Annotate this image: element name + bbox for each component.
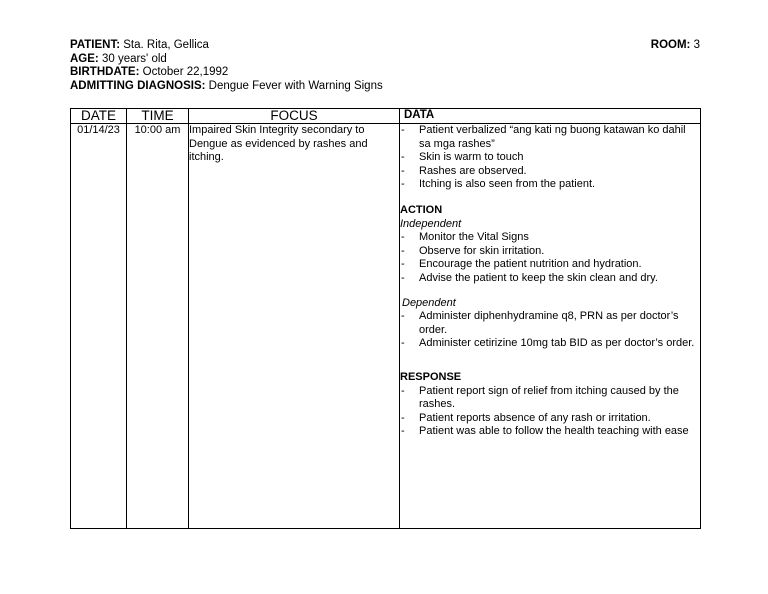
list-item: - Advise the patient to keep the skin clean and dry.: [400, 272, 700, 286]
response-list: [400, 385, 700, 439]
list-item: - Itching is also seen from the patient.: [400, 178, 700, 192]
birthdate-value: October 22,1992: [142, 66, 229, 78]
action-heading: ACTION: [400, 203, 443, 216]
list-item: - Administer diphenhydramine q8, PRN as per doctor’s order.: [400, 310, 700, 337]
birthdate-label: BIRTHDATE:: [70, 66, 140, 78]
date-cell: 01/14/23: [71, 124, 127, 529]
list-item: - Monitor the Vital Signs: [400, 231, 700, 245]
birthdate-line: [70, 66, 700, 80]
patient-line: [70, 39, 700, 53]
room-line: [651, 39, 700, 53]
independent-subheading: Independent: [400, 217, 462, 230]
fdar-table: [70, 108, 701, 529]
table-header-row: [71, 109, 701, 124]
list-item: - Observe for skin irritation.: [400, 245, 700, 259]
list-item: - Patient reports absence of any rash or irritation.: [400, 412, 700, 426]
dependent-list: [400, 310, 700, 351]
data-column-header: DATA: [400, 109, 701, 124]
age-value: 30 years' old: [101, 52, 167, 65]
list-item: - Administer cetirizine 10mg tab BID as per doctor’s order.: [400, 337, 700, 351]
independent-list: [400, 231, 700, 285]
diagnosis-label: ADMITTING DIAGNOSIS:: [70, 79, 206, 92]
response-heading: RESPONSE: [400, 370, 462, 383]
patient-label: PATIENT:: [70, 39, 121, 51]
data-list: [400, 124, 700, 192]
time-cell: 10:00 am: [127, 124, 189, 529]
patient-header: [70, 39, 700, 93]
list-item: - Patient report sign of relief from itching caused by the rashes.: [400, 385, 700, 412]
list-item: - Encourage the patient nutrition and hydration.: [400, 258, 700, 272]
age-line: [70, 53, 700, 67]
list-item: - Patient verbalized “ang kati ng buong katawan ko dahil sa mga rashes”: [400, 124, 700, 151]
room-value: 3: [693, 39, 700, 51]
diagnosis-line: [70, 80, 700, 94]
dependent-subheading: Dependent: [402, 296, 456, 309]
focus-cell: Impaired Skin Integrity secondary to Dengue as evidenced by rashes and itching.: [189, 124, 400, 529]
diagnosis-value: Dengue Fever with Warning Signs: [208, 79, 383, 92]
room-label: ROOM:: [650, 39, 691, 51]
dar-cell: [400, 124, 701, 529]
focus-column-header: FOCUS: [189, 109, 400, 124]
table-row: [71, 124, 701, 529]
age-label: AGE:: [70, 52, 99, 65]
time-column-header: TIME: [127, 109, 189, 124]
patient-name: Sta. Rita, Gellica: [123, 39, 209, 51]
list-item: - Rashes are observed.: [400, 165, 700, 179]
list-item: - Patient was able to follow the health teaching with ease: [400, 425, 700, 439]
list-item: - Skin is warm to touch: [400, 151, 700, 165]
date-column-header: DATE: [71, 109, 127, 124]
